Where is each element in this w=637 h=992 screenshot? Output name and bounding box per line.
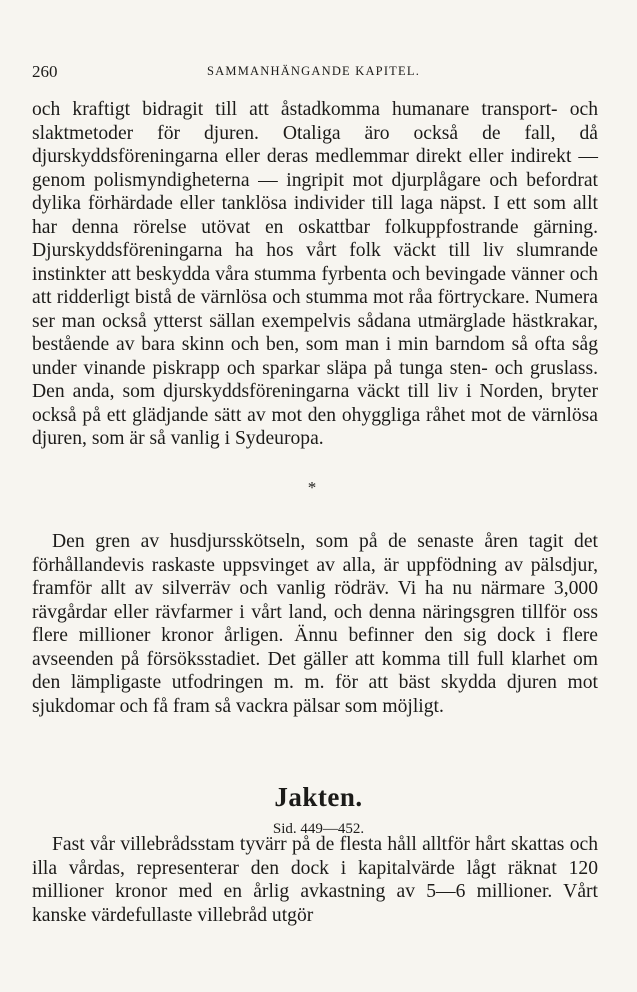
body-paragraph-1 [32,98,598,451]
body-paragraph-3 [32,833,598,927]
page-number: 260 [32,62,58,81]
paragraph-text: och kraftigt bidragit till att åstadkomma humanare transport- och slaktmetoder för djuren. Otaliga äro också de fall, då djurskyddsföreningarna eller deras medlemmar direkt eller indirekt — genom polismyndigheterna — ingripit mot djurplågare och befordrat dylika förhärdade eller tanklösa individer till laga näpst. I ett som allt har denna rörelse utövat en oskattbar folkuppfostrande gärning. Djurskyddsföreningarna ha hos vårt folk väckt till liv slumrande instinkter att beskydda våra stumma fyrbenta och bevingade vänner och att ridderligt bistå de värnlösa och stumma mot råa förtryckare. Numera ser man också ytterst sällan exempelvis sådana utmärglade hästkrakar, bestående av bara skinn och ben, som man i min barndom så ofta såg under vinande piskrapp och sparkar släpa på tunga sten- och gruslass. Den anda, som djurskyddsföreningarna väckt till liv i Norden, bryter också på ett glädjande sätt av mot den ohyggliga råhet mot de värnlösa djuren, som är så vanlig i Sydeuropa. [32,99,598,449]
section-heading: Jakten. [274,782,363,812]
body-paragraph-2 [32,530,598,718]
paragraph-text: Den gren av husdjursskötseln, som på de senaste åren tagit det förhållandevis raskaste uppsvinget av alla, är uppfödning av pälsdjur, framför allt av silverräv och vanlig rödräv. Vi ha nu närmare 3,000 rävgårdar eller rävfarmer i vårt land, och denna näringsgren tillför oss flere millioner kronor årligen. Ännu befinner den sig dock i flere avseenden på försöksstadiet. Det gäller att komma till full klarhet om den lämpligaste utfodringen m. m. för att bäst skydda djuren mot sjukdomar och få fram så vackra pälsar som möjligt. [32,531,598,717]
section-page-reference: Sid. 449—452. [272,821,365,837]
section-separator: * [307,478,317,497]
running-head [32,62,602,86]
running-title: SAMMANHÄNGANDE KAPITEL. [207,64,421,78]
paragraph-text: Fast vår villebrådsstam tyvärr på de flesta håll alltför hårt skattas och illa vårdas, representerar den dock i kapitalvärde lågt räknat 120 millioner kronor med en årlig avkastning av 5—6 millioner. Vårt kanske värdefullaste villebråd utgör [32,834,598,926]
